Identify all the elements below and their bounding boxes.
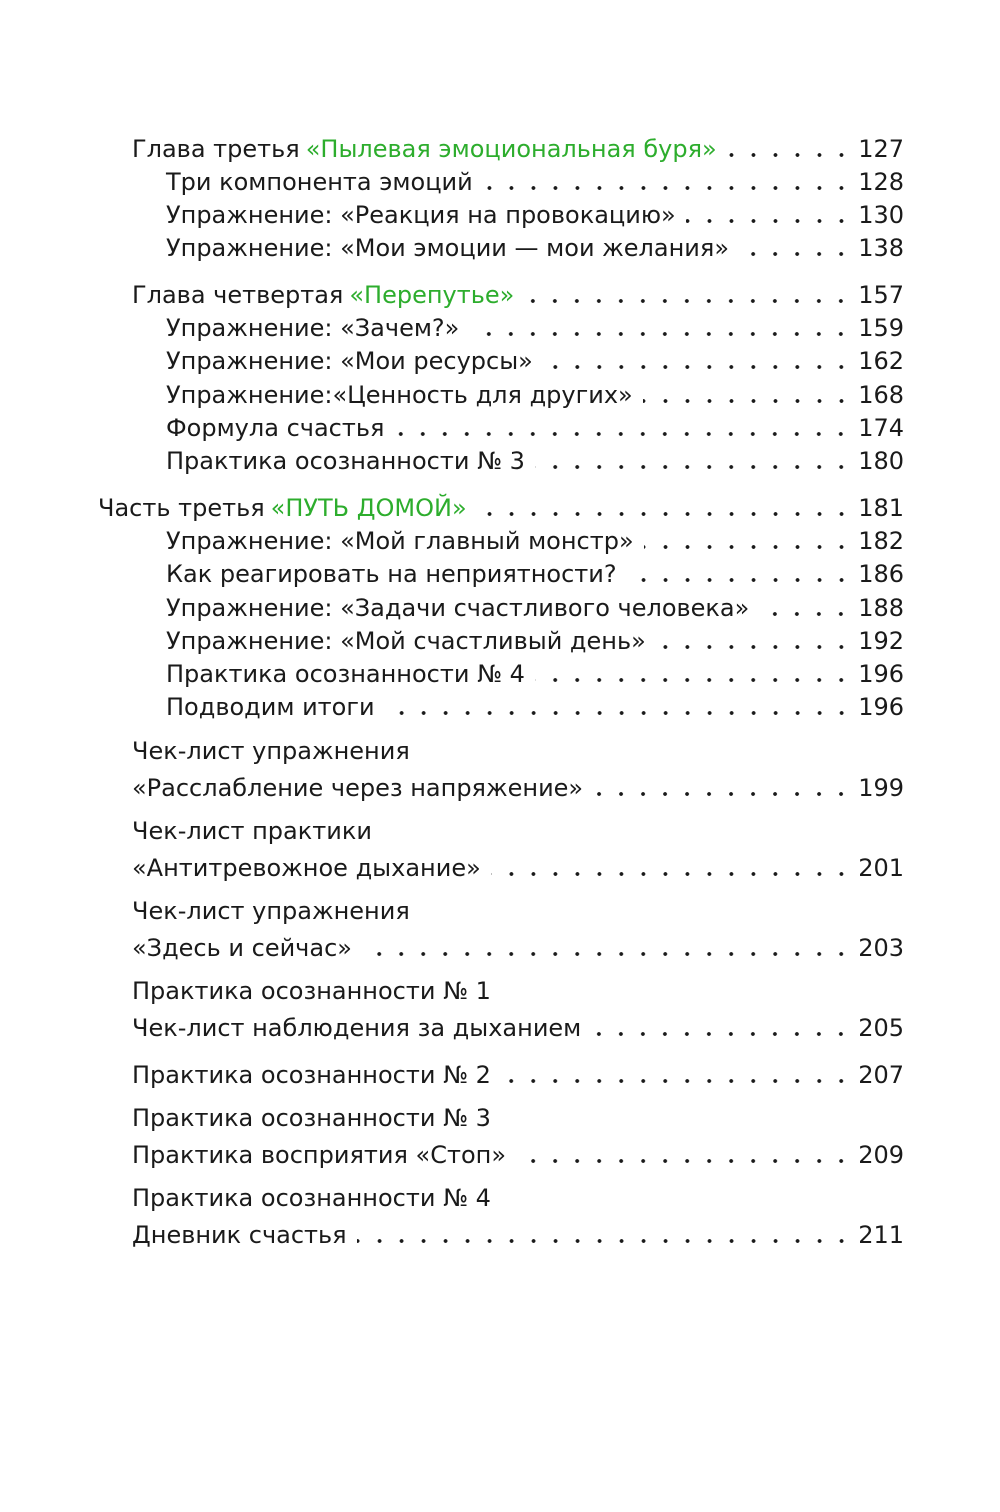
page-number: 186 (858, 560, 904, 588)
entry-title: Как реагировать на неприятности? (166, 560, 617, 588)
appendix-entry-line1: Чек-лист упражнения (132, 897, 410, 925)
toc-appendix-entry[interactable] (132, 1009, 904, 1043)
toc-appendix-entry[interactable] (132, 769, 904, 803)
chapter-prefix: Глава четвертая (132, 281, 344, 309)
appendix-entry-line1: Чек-лист практики (132, 817, 372, 845)
entry-title: Упражнение: «Мои ресурсы» (166, 347, 533, 375)
toc-entry[interactable] (166, 229, 904, 263)
toc-entry[interactable] (166, 409, 904, 443)
page-number: 180 (858, 447, 904, 475)
dot-leader (535, 465, 852, 469)
page-number: 159 (858, 314, 904, 342)
dot-leader (644, 545, 853, 549)
chapter-prefix: Глава третья (132, 135, 300, 163)
page-number: 188 (858, 594, 904, 622)
entry-title: Три компонента эмоций (166, 168, 473, 196)
chapter-title: «Перепутье» (349, 281, 515, 309)
dot-leader (385, 711, 853, 715)
appendix-entry-line1: Практика осознанности № 3 (132, 1104, 491, 1132)
toc-part-3[interactable] (98, 489, 904, 523)
page-number: 127 (858, 135, 904, 163)
dot-leader (469, 332, 852, 336)
part-prefix: Часть третья (98, 494, 265, 522)
dot-leader (535, 678, 852, 682)
dot-leader (394, 432, 852, 436)
entry-title: Упражнение: «Мой счастливый день» (166, 627, 646, 655)
page-number: 128 (858, 168, 904, 196)
toc-appendix-entry[interactable] (132, 1216, 904, 1250)
toc-entry[interactable] (166, 376, 904, 410)
dot-leader (491, 872, 852, 876)
dot-leader (483, 186, 852, 190)
entry-title: Практика восприятия «Стоп» (132, 1141, 507, 1169)
entry-title: «Здесь и сейчас» (132, 934, 352, 962)
dot-leader (477, 512, 853, 516)
entry-title: Практика осознанности № 4 (166, 660, 525, 688)
dot-leader (543, 365, 852, 369)
dot-leader (501, 1079, 852, 1083)
toc-entry[interactable] (166, 442, 904, 476)
toc-appendix-entry[interactable] (132, 1056, 904, 1090)
toc-entry[interactable] (166, 309, 904, 343)
toc-entry[interactable] (166, 342, 904, 376)
page-number: 203 (858, 934, 904, 962)
appendix-entry-line1: Чек-лист упражнения (132, 737, 410, 765)
appendix-entry-line1: Практика осознанности № 1 (132, 977, 491, 1005)
dot-leader (627, 578, 853, 582)
entry-title: «Расслабление через напряжение» (132, 774, 584, 802)
dot-leader (656, 645, 852, 649)
page-number: 205 (858, 1014, 904, 1042)
page-number: 192 (858, 627, 904, 655)
dot-leader (759, 612, 852, 616)
toc-entry[interactable] (166, 196, 904, 230)
page-number: 196 (858, 660, 904, 688)
page-number: 209 (858, 1141, 904, 1169)
page-number: 181 (858, 494, 904, 522)
page-number: 182 (858, 527, 904, 555)
dot-leader (516, 1159, 852, 1163)
dot-leader (686, 219, 852, 223)
toc-entry[interactable] (166, 555, 904, 589)
toc-appendix-entry[interactable] (132, 929, 904, 963)
dot-leader (593, 792, 852, 796)
page-number: 162 (858, 347, 904, 375)
toc-appendix-entry[interactable] (132, 849, 904, 883)
dot-leader (727, 153, 852, 157)
page-number: 211 (858, 1221, 904, 1249)
toc-appendix-entry[interactable] (132, 1136, 904, 1170)
chapter-title: «Пылевая эмоциональная буря» (305, 135, 717, 163)
page-number: 199 (858, 774, 904, 802)
entry-title: Упражнение: «Задачи счастливого человека» (166, 594, 750, 622)
toc-entry[interactable] (166, 655, 904, 689)
appendix-entry-line1: Практика осознанности № 4 (132, 1184, 491, 1212)
toc-entry[interactable] (166, 589, 904, 623)
entry-title: «Антитревожное дыхание» (132, 854, 481, 882)
toc-entry[interactable] (166, 163, 904, 197)
page-number: 174 (858, 414, 904, 442)
dot-leader (524, 299, 852, 303)
page-number: 207 (858, 1061, 904, 1089)
dot-leader (362, 952, 852, 956)
page-number: 201 (858, 854, 904, 882)
entry-title: Практика осознанности № 3 (166, 447, 525, 475)
entry-title: Упражнение: «Зачем?» (166, 314, 460, 342)
entry-title: Дневник счастья (132, 1221, 347, 1249)
page-number: 138 (858, 234, 904, 262)
toc-entry[interactable] (166, 522, 904, 556)
dot-leader (739, 252, 852, 256)
page-number: 168 (858, 381, 904, 409)
page-number: 130 (858, 201, 904, 229)
entry-title: Практика осознанности № 2 (132, 1061, 491, 1089)
toc-chapter-3[interactable] (132, 130, 904, 164)
dot-leader (357, 1239, 853, 1243)
page-number: 157 (858, 281, 904, 309)
entry-title: Чек-лист наблюдения за дыханием (132, 1014, 582, 1042)
entry-title: Упражнение:«Ценность для других» (166, 381, 633, 409)
entry-title: Упражнение: «Мой главный монстр» (166, 527, 634, 555)
dot-leader (643, 399, 852, 403)
entry-title: Формула счастья (166, 414, 385, 442)
dot-leader (591, 1032, 852, 1036)
toc-entry[interactable] (166, 688, 904, 722)
toc-entry[interactable] (166, 622, 904, 656)
part-title: «ПУТЬ ДОМОЙ» (270, 494, 467, 522)
entry-title: Упражнение: «Мои эмоции — мои желания» (166, 234, 730, 262)
entry-title: Подводим итоги (166, 693, 375, 721)
entry-title: Упражнение: «Реакция на провокацию» (166, 201, 676, 229)
toc-chapter-4[interactable] (132, 276, 904, 310)
page-number: 196 (858, 693, 904, 721)
